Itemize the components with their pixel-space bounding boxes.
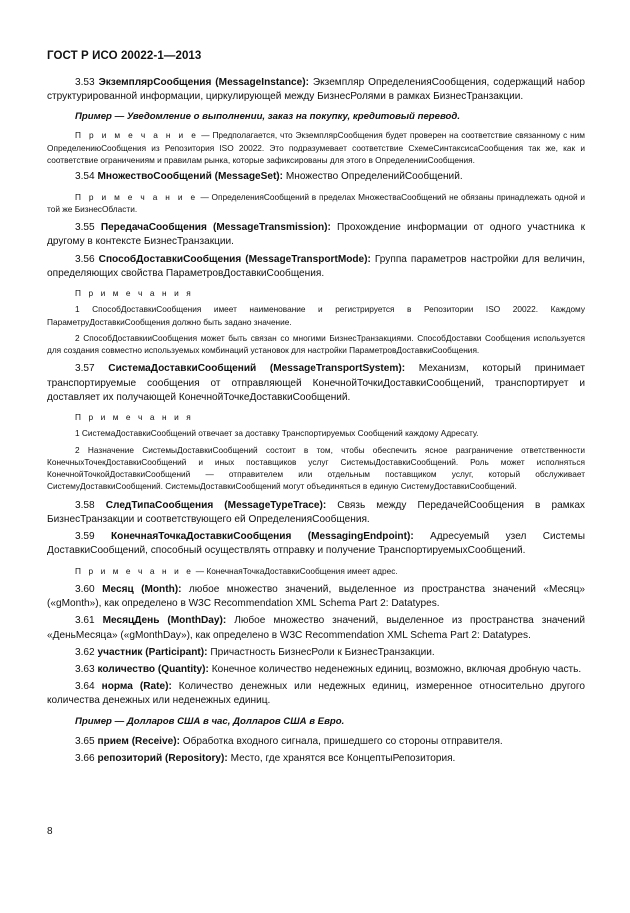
definition-3-64: 3.64 норма (Rate): Количество денежных или недежных единиц, измеренное относительно другого количества денежных или неденежных единиц.	[47, 681, 585, 707]
note-3-57-2: 2 Назначение СистемыДоставкиСообщений состоит в том, чтобы обеспечить ясное разграничение ответственности КонечныхТочекДоставкиСообщений и иных поставщиков услуг СистемыДоставкиСообщений. Роль может исполняться КонечнойТочкойДоставкиСообщений — отправителем или отдельным поставщиком услуг, который обслуживает СистемуДоставкиСообщений. СистемыДоставкиСообщений могут объединяться в единую СистемуДоставкиСообщений.	[47, 444, 585, 492]
note-3-54: П р и м е ч а н и е — ОпределенияСообщений в пределах МножестваСообщений не обязаны принадлежать одной и той же БизнесОбласти.	[47, 191, 585, 214]
page-body	[47, 76, 585, 769]
definition-3-55: 3.55 ПередачаСообщения (MessageTransmission): Прохождение информации от одного участника к другому в контексте БизнесТранзакции.	[47, 222, 586, 248]
definition-3-56: 3.56 СпособДоставкиСообщения (MessageTransportMode): Группа параметров настройки для величин, определяющих свойства ПараметровДоставкиСообщения.	[47, 253, 586, 279]
definition-3-59: 3.59 КонечнаяТочкаДоставкиСообщения (MessagingEndpoint): Адресуемый узел Системы ДоставкиСообщений, способный осуществлять отправку и получение ТранспортируемыхСообщений.	[47, 531, 585, 557]
definition-3-53: 3.53 ЭкземплярСообщения (MessageInstance): Экземпляр ОпределенияСообщения, содержащий набор структурированной информации, циркулирующей между БизнесРолями в рамках БизнесТранзакции.	[47, 77, 585, 103]
notes-heading-3-57: П р и м е ч а н и я	[75, 412, 194, 422]
document-header: ГОСТ Р ИСО 20022-1—2013	[47, 50, 202, 62]
definition-3-66: 3.66 репозиторий (Repository): Место, где хранятся все КонцептыРепозитория.	[75, 752, 456, 764]
definition-3-60: 3.60 Месяц (Month): любое множество значений, выделенное из пространства значений «Месяц» («gMonth»), как определено в W3C Recommendation XML Schema Part 2: Datatypes.	[47, 583, 585, 610]
definition-3-54: 3.54 МножествоСообщений (MessageSet): Множество ОпределенийСообщений.	[75, 171, 463, 183]
note-3-53: П р и м е ч а н и е — Предполагается, что ЭкземплярСообщения будет проверен на соответствие связанному с ним ОпределениюСообщения из Репозитория ISO 20022. Это подразумевает соответствие СхемеСинтаксисаСообщения так же, как и соответствие ограничениям и правилам рынка, которые зафиксированы для этого в ОпределенииСообщения.	[47, 130, 585, 165]
definition-3-62: 3.62 участник (Participant): Причастность БизнесРоли к БизнесТранзакции.	[75, 646, 435, 658]
definition-3-58: 3.58 СледТипаСообщения (MessageTypeTrace): Связь между ПередачейСообщения в рамках БизнесТранзакции и соответствующего ей ОпределенияСообщения.	[47, 499, 585, 525]
definition-3-63: 3.63 количество (Quantity): Конечное количество неденежных единиц, возможно, включая дробную часть.	[75, 663, 582, 675]
note-3-56-2: 2 СпособДоставкииСообщения может быть связан со многими БизнесТранзакциями. СпособДоставки Сообщения используется для создания совместно используемых комбинаций установок для настройки ПараметровДоставкиСообщения.	[47, 332, 585, 356]
definition-3-57: 3.57 СистемаДоставкиСообщений (MessageTransportSystem): Механизм, который принимает транспортируемые сообщения от отправляющей КонечнойТочкиДоставкиСообщений, транспортирует и доставляет их получающей КонечнойТочкеДоставкиСообщений.	[47, 363, 585, 403]
definition-3-61: 3.61 МесяцДень (MonthDay): Любое множество значений, выделенное из пространства значений «ДеньМесяца» («gMonthDay»), как определено в W3C Recommendation XML Schema Part 2: Datatypes.	[47, 615, 586, 641]
definition-3-65: 3.65 прием (Receive): Обработка входного сигнала, пришедшего со стороны отправителя.	[75, 735, 503, 747]
notes-heading-3-56: П р и м е ч а н и я	[75, 287, 194, 298]
note-3-59: П р и м е ч а н и е — КонечнаяТочкаДоставкиСообщения имеет адрес.	[75, 565, 398, 576]
page-number: 8	[47, 826, 53, 837]
example-3-53: Пример — Уведомление о выполнении, заказ на покупку, кредитовый перевод.	[75, 111, 460, 123]
example-3-64: Пример — Долларов США в час, Долларов США в Евро.	[75, 715, 345, 727]
note-3-57-1: 1 СистемаДоставкиСообщений отвечает за доставку Транспортируемых Сообщений каждому Адресату.	[75, 428, 479, 439]
note-3-56-1: 1 СпособДоставкиСообщения имеет наименование и регистрируется в Репозитории ISO 20022. Каждому ПараметруДоставкиСообщения должно быть задано значение.	[47, 304, 585, 327]
